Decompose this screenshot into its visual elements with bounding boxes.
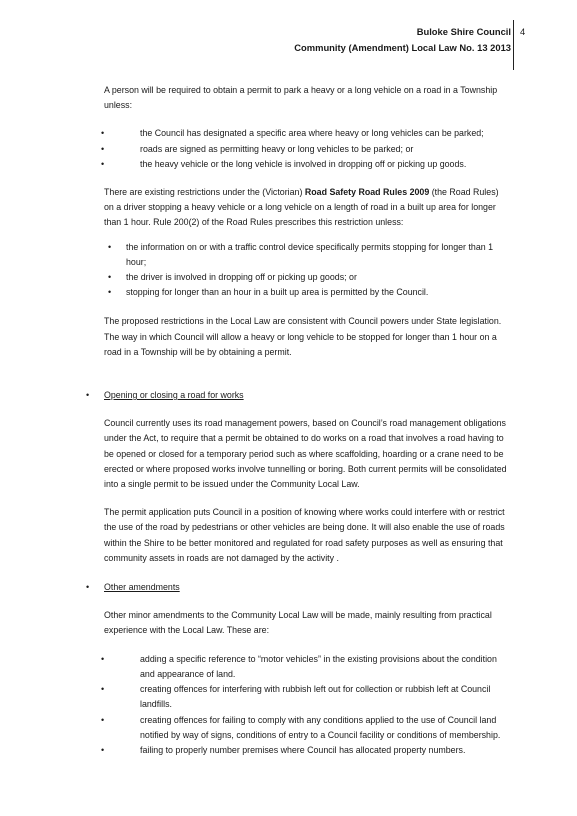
bullet-icon: • bbox=[101, 143, 105, 154]
road-rules-title: Road Safety Road Rules 2009 bbox=[304, 187, 430, 198]
bullet-icon: • bbox=[101, 128, 105, 139]
list-item bbox=[104, 270, 509, 285]
section-heading-other-amendments bbox=[86, 580, 509, 595]
road-works-paragraph-1: Council currently uses its road management powers, based on Council’s road management obligations under the Act, to require that a permit be obtained to do works on a road that involves a road having to be opened or closed for a temporary period such as where scaffolding, hoarding or a crane need to be erected or where proposed works involve tunnelling or boring. Both current permits will be consolidated into a single permit to be issued under the Community Local Law. bbox=[104, 418, 507, 490]
list-item bbox=[104, 240, 509, 270]
bullet-icon: • bbox=[108, 241, 112, 252]
bullet-icon: • bbox=[101, 684, 105, 695]
list-item bbox=[101, 713, 509, 743]
list-item-text: the Council has designated a specific area where heavy or long vehicles can be parked; bbox=[140, 128, 484, 139]
list-item bbox=[101, 652, 509, 682]
bullet-icon: • bbox=[101, 158, 105, 169]
section-heading-road-works bbox=[86, 388, 509, 403]
document-body bbox=[86, 83, 509, 758]
list-item-text: the driver is involved in dropping off or picking up goods; or bbox=[126, 272, 357, 283]
other-amendments-paragraph: Other minor amendments to the Community Local Law will be made, mainly resulting from practical experience with the Local Law. These are: bbox=[104, 610, 492, 636]
road-works-paragraph-2: The permit application puts Council in a position of knowing where works could interfere with or restrict the use of the road by pedestrians or other vehicles are being done. It will also enable the use of roads within the Shire to be better monitored and regulated for road safety purposes as well as ensuring that community assets in roads are not damaged by the activity . bbox=[104, 507, 505, 563]
list-item bbox=[104, 285, 509, 300]
bullet-icon: • bbox=[108, 272, 112, 283]
bullet-icon: • bbox=[86, 390, 90, 401]
section-title: Other amendments bbox=[104, 582, 180, 593]
road-rules-text-before: There are existing restrictions under the (Victorian) bbox=[104, 187, 305, 198]
list-item-text: the information on or with a traffic control device specifically permits stopping for longer than 1 hour; bbox=[126, 241, 494, 267]
bullet-icon: • bbox=[86, 582, 90, 593]
list-item bbox=[101, 126, 509, 141]
bullet-icon: • bbox=[101, 653, 105, 664]
list-item-text: adding a specific reference to “motor vehicles” in the existing provisions about the condition and appearance of land. bbox=[140, 653, 497, 679]
list-item-text: failing to properly number premises where Council has allocated property numbers. bbox=[140, 744, 466, 755]
road-rules-exceptions-list bbox=[104, 240, 509, 301]
list-item-text: roads are signed as permitting heavy or long vehicles to be parked; or bbox=[140, 143, 414, 154]
list-item-text: creating offences for failing to comply with any conditions applied to the use of Council land notified by way of signs, conditions of entry to a Council facility or conditions of membership. bbox=[140, 714, 501, 740]
bullet-icon: • bbox=[108, 287, 112, 298]
list-item bbox=[101, 743, 509, 758]
page-header bbox=[294, 24, 511, 56]
list-item bbox=[101, 157, 509, 172]
list-item-text: the heavy vehicle or the long vehicle is involved in dropping off or picking up goods. bbox=[140, 158, 467, 169]
section-title: Opening or closing a road for works bbox=[104, 390, 244, 401]
proposed-restrictions-paragraph: The proposed restrictions in the Local Law are consistent with Council powers under State legislation. The way in which Council will allow a heavy or long vehicle to be stopped for longer than 1 hour on a road in a Township will be by obtaining a permit. bbox=[104, 316, 502, 357]
list-item bbox=[101, 682, 509, 712]
list-item-text: stopping for longer than an hour in a built up area is permitted by the Council. bbox=[126, 287, 429, 298]
bullet-icon: • bbox=[101, 714, 105, 725]
road-rules-paragraph bbox=[104, 185, 509, 231]
other-amendments-list bbox=[101, 652, 509, 758]
parking-exceptions-list bbox=[101, 126, 509, 172]
road-rules-text-after: (the Road Rules) on a driver stopping a heavy vehicle or a long vehicle on a length of road in a built up area for longer than 1 hour. Rule 200(2) of the Road Rules prescribes this restriction unless: bbox=[104, 187, 499, 228]
intro-paragraph: A person will be required to obtain a permit to park a heavy or a long vehicle on a road in a Township unless: bbox=[104, 85, 498, 111]
page-number: 4 bbox=[520, 26, 526, 37]
list-item bbox=[101, 142, 509, 157]
list-item-text: creating offences for interfering with rubbish left out for collection or rubbish left at Council landfills. bbox=[140, 684, 491, 710]
header-divider bbox=[513, 20, 514, 70]
header-document-title: Community (Amendment) Local Law No. 13 2013 bbox=[294, 42, 511, 53]
header-council-name: Buloke Shire Council bbox=[416, 26, 511, 37]
bullet-icon: • bbox=[101, 744, 105, 755]
